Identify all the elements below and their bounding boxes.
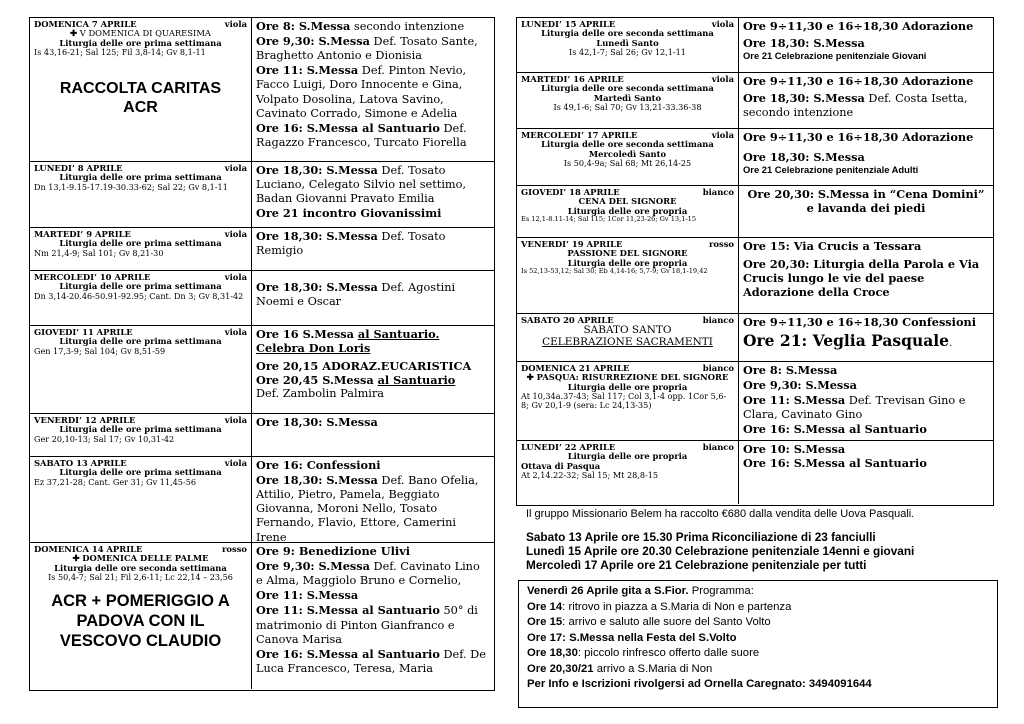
scripture-refs: Is 49,1-6; Sal 70; Gv 13,21-33.36-38 bbox=[553, 102, 702, 113]
trip-item: Ore 14: ritrovo in piazza a S.Maria di Non e partenza bbox=[527, 600, 792, 613]
day-info bbox=[30, 326, 252, 413]
trip-contact: Per Info e Iscrizioni rivolgersi ad Ornella Caregnato: 3494091644 bbox=[527, 678, 872, 691]
event-line: Ore 16: S.Messa al Santuario Def. Ragazzo Francesco, Turcato Fiorella bbox=[256, 120, 467, 149]
special-day: V DOMENICA DI QUARESIMA bbox=[79, 28, 211, 39]
schedule-row-thu-11 bbox=[30, 326, 494, 414]
events-cell bbox=[739, 73, 993, 128]
liturgical-color: viola bbox=[224, 163, 247, 173]
day-info bbox=[517, 129, 739, 185]
event-line: Ore 21 incontro Giovanissimi bbox=[256, 206, 442, 221]
event-line: Ore 16 S.Messa al Santuario. bbox=[256, 327, 440, 341]
trip-title: Venerdì 26 Aprile gita a S.Fior. Programma: bbox=[527, 585, 754, 597]
special-day: DOMENICA DELLE PALME bbox=[82, 553, 209, 564]
trip-item: Ore 20,30/21 arrivo a S.Maria di Non bbox=[527, 662, 713, 675]
day-label: LUNEDI’ 15 APRILE bbox=[521, 19, 616, 29]
event-line: Ore 8: S.Messa secondo intenzione bbox=[256, 19, 465, 33]
trip-item: Ore 15: arrivo e saluto alle suore del Santo Volto bbox=[527, 616, 771, 629]
day-info bbox=[30, 543, 252, 689]
event-line: Ore 9÷11,30 e 16÷18,30 Adorazione bbox=[743, 74, 974, 88]
liturgy-week: Liturgia delle ore prima settimana bbox=[59, 37, 222, 48]
liturgical-color: bianco bbox=[702, 187, 734, 197]
event-line: Ore 8: S.Messa bbox=[743, 363, 838, 377]
event-line: Ore 20,30: Liturgia della Parola e Via Crucis lungo le vie del paese Adorazione della Croce bbox=[743, 257, 980, 300]
notice-line: Lunedì 15 Aprile ore 20.30 Celebrazione penitenziale 14enni e giovani bbox=[526, 544, 915, 558]
day-info bbox=[30, 162, 252, 227]
schedule-row-tue-16 bbox=[517, 73, 993, 129]
events-cell bbox=[252, 414, 494, 456]
day-label: LUNEDI’ 22 APRILE bbox=[521, 442, 616, 452]
event-line: Ore 15: Via Crucis a Tessara bbox=[743, 239, 922, 253]
event-line: Ore 16: S.Messa al Santuario bbox=[743, 422, 927, 437]
day-label: GIOVEDI’ 18 APRILE bbox=[521, 187, 620, 197]
day-name: Mercoledì Santo bbox=[588, 148, 667, 159]
trip-item: Ore 18,30: piccolo rinfresco offerto dalle suore bbox=[527, 647, 760, 660]
scripture-refs: Is 50,4-7; Sal 21; Fil 2,6-11; Lc 22,14 – 23,56 bbox=[48, 572, 233, 583]
day-info bbox=[30, 414, 252, 456]
day-label: MERCOLEDI’ 17 APRILE bbox=[521, 130, 638, 140]
right-schedule-panel bbox=[516, 17, 994, 506]
day-name: CENA DEL SIGNORE bbox=[578, 196, 677, 207]
events-cell bbox=[739, 18, 993, 72]
liturgy-week: Liturgia delle ore seconda settimana bbox=[541, 28, 714, 39]
scripture-refs: Gen 17,3-9; Sal 104; Gv 8,51-59 bbox=[34, 345, 166, 356]
schedule-row-mon-22 bbox=[517, 441, 993, 504]
liturgy-week: Liturgia delle ore seconda settimana bbox=[54, 562, 227, 573]
day-label: VENERDI’ 12 APRILE bbox=[34, 415, 136, 425]
missionary-notice: Il gruppo Missionario Belem ha raccolto €680 dalla vendita delle Uova Pasquali. bbox=[526, 508, 915, 520]
event-line: Ore 11: S.Messa bbox=[256, 588, 359, 603]
left-schedule-panel bbox=[29, 17, 495, 691]
notice-line: Mercoledì 17 Aprile ore 21 Celebrazione penitenziale per tutti bbox=[526, 558, 867, 572]
trip-programme-box bbox=[518, 580, 998, 708]
trip-item: Ore 17: S.Messa nella Festa del S.Volto bbox=[527, 631, 737, 644]
event-line: Ore 20,45 S.Messa al Santuario bbox=[256, 373, 456, 388]
scripture-refs: Is 52,13-53,12; Sal 30; Eb 4,14-16; 5,7-9; Gv 18,1-19,42 bbox=[521, 267, 708, 276]
liturgical-color: viola bbox=[224, 19, 247, 29]
events-cell bbox=[252, 543, 494, 689]
event-line: Ore 10: S.Messa bbox=[743, 442, 846, 456]
day-info bbox=[30, 18, 252, 161]
cross-icon: ✚ bbox=[526, 372, 534, 383]
events-cell bbox=[252, 271, 494, 325]
day-name: Ottava di Pasqua bbox=[521, 460, 601, 471]
events-cell bbox=[252, 18, 494, 161]
liturgy-week: Liturgia delle ore prima settimana bbox=[59, 281, 222, 292]
event-line: Ore 18,30: S.Messa Def. Agostini Noemi e Oscar bbox=[256, 280, 456, 309]
day-name: PASSIONE DEL SIGNORE bbox=[567, 248, 688, 259]
day-label: DOMENICA 21 APRILE bbox=[521, 363, 630, 373]
special-day: PASQUA: RISURREZIONE DEL SIGNORE bbox=[536, 372, 729, 383]
event-line: Ore 18,30: S.Messa bbox=[256, 415, 378, 429]
event-line: Ore 9÷11,30 e 16÷18,30 Confessioni bbox=[743, 315, 976, 329]
schedule-row-sun-14 bbox=[30, 543, 494, 689]
day-info bbox=[517, 441, 739, 504]
event-line: Ore 9,30: S.Messa Def. Tosato Sante, Braghetto Antonio e Dionisia bbox=[256, 34, 478, 63]
liturgy-week: Liturgia delle ore prima settimana bbox=[59, 424, 222, 435]
day-info bbox=[30, 457, 252, 542]
event-line: Ore 18,30: S.Messa Def. Bano Ofelia, Attilio, Pietro, Pamela, Beggiato Giovanna, Moroni Nello, Tosato Fernando, Flavio, Ettore, Camerini Irene bbox=[256, 473, 479, 542]
schedule-row-wed-17 bbox=[517, 129, 993, 186]
liturgical-color: bianco bbox=[702, 315, 734, 325]
liturgy-week: Liturgia delle ore propria bbox=[567, 257, 688, 268]
day-label: DOMENICA 14 APRILE bbox=[34, 544, 143, 554]
scripture-refs: Dn 13,1-9.15-17.19-30.33-62; Sal 22; Gv 8,1-11 bbox=[34, 181, 228, 192]
scripture-refs: Dn 3,14-20.46-50.91-92.95; Cant. Dn 3; Gv 8,31-42 bbox=[34, 290, 244, 301]
liturgical-color: bianco bbox=[702, 442, 734, 452]
liturgical-color: rosso bbox=[708, 239, 734, 249]
cross-icon: ✚ bbox=[70, 28, 78, 39]
day-label: MARTEDI’ 16 APRILE bbox=[521, 74, 624, 84]
schedule-row-fri-12 bbox=[30, 414, 494, 457]
events-cell bbox=[739, 186, 993, 237]
event-line: Ore 11: S.Messa Def. Trevisan Gino e Clara, Cavinato Gino bbox=[743, 393, 966, 422]
schedule-row-fri-19 bbox=[517, 238, 993, 314]
event-line: Ore 18,30: S.Messa Def. Tosato Remigio bbox=[256, 229, 446, 258]
day-subtitle: CELEBRAZIONE SACRAMENTI bbox=[542, 336, 713, 349]
schedule-row-sat-13 bbox=[30, 457, 494, 543]
day-info bbox=[30, 228, 252, 270]
scripture-refs: Es 12,1-8.11-14; Sal 115; 1Cor 11,23-26; Gv 13,1-15 bbox=[521, 215, 697, 224]
liturgical-color: rosso bbox=[221, 544, 247, 554]
event-line: Ore 18,30: S.Messa Def. Tosato Luciano, Celegato Silvio nel settimo, Badan Giovanni Pravato Emilia bbox=[256, 163, 467, 206]
day-info bbox=[517, 73, 739, 128]
liturgical-color: viola bbox=[224, 458, 247, 468]
event-line: Ore 20,30: S.Messa in “Cena Domini” e lavanda dei piedi bbox=[747, 187, 985, 216]
event-line: Ore 9÷11,30 e 16÷18,30 Adorazione bbox=[743, 130, 974, 144]
event-line: Ore 20,15 ADORAZ.EUCARISTICA bbox=[256, 359, 472, 374]
schedule-row-sat-20 bbox=[517, 314, 993, 362]
announcement-banner: RACCOLTA CARITAS ACR bbox=[59, 80, 222, 117]
scripture-refs: Ez 37,21-28; Cant. Ger 31; Gv 11,45-56 bbox=[34, 476, 196, 487]
liturgy-week: Liturgia delle ore seconda settimana bbox=[541, 139, 714, 150]
events-cell bbox=[252, 162, 494, 227]
events-cell bbox=[739, 238, 993, 313]
liturgical-color: bianco bbox=[702, 363, 734, 373]
events-cell bbox=[739, 441, 993, 504]
day-label: GIOVEDI’ 11 APRILE bbox=[34, 327, 133, 337]
day-label: MERCOLEDI’ 10 APRILE bbox=[34, 272, 151, 282]
liturgical-color: viola bbox=[711, 130, 734, 140]
schedule-row-mon-15 bbox=[517, 18, 993, 73]
event-line: Ore 18,30: S.Messa bbox=[743, 150, 865, 165]
schedule-row-thu-18 bbox=[517, 186, 993, 238]
schedule-row-tue-9 bbox=[30, 228, 494, 271]
day-info bbox=[517, 314, 739, 361]
liturgy-week: Liturgia delle ore propria bbox=[567, 451, 688, 462]
scripture-refs: Is 50,4-9a; Sal 68; Mt 26,14-25 bbox=[563, 158, 692, 169]
events-cell bbox=[252, 457, 494, 542]
liturgy-week: Liturgia delle ore propria bbox=[567, 205, 688, 216]
day-label: LUNEDI’ 8 APRILE bbox=[34, 163, 123, 173]
event-line: Ore 11: S.Messa Def. Pinton Nevio, Facco Luigi, Doro Innocente e Gina, Volpato Dosolina, Latova Savino, Cavinato Corrado, Simone e Adelia bbox=[256, 63, 467, 120]
cross-icon: ✚ bbox=[72, 553, 80, 564]
liturgy-week: Liturgia delle ore prima settimana bbox=[59, 172, 222, 183]
liturgical-color: viola bbox=[711, 74, 734, 84]
scripture-refs: At 10,34a.37-43; Sal 117; Col 3,1-4 opp. 1Cor 5,6-8; Gv 20,1-9 (sera: Lc 24,13-35) bbox=[521, 391, 727, 411]
day-info bbox=[30, 271, 252, 325]
liturgy-week: Liturgia delle ore seconda settimana bbox=[541, 83, 714, 94]
event-note: Ore 21 Celebrazione penitenziale Giovani bbox=[743, 50, 927, 62]
liturgical-color: viola bbox=[224, 415, 247, 425]
schedule-row-sun-21 bbox=[517, 362, 993, 441]
scripture-refs: At 2,14.22-32; Sal 15; Mt 28,8-15 bbox=[521, 470, 659, 481]
day-name: Lunedì Santo bbox=[596, 37, 659, 48]
day-info bbox=[517, 186, 739, 237]
event-line: Ore 18,30: S.Messa Def. Costa Isetta, secondo intenzione bbox=[743, 91, 968, 120]
event-note: Ore 21 Celebrazione penitenziale Adulti bbox=[743, 164, 919, 176]
day-info bbox=[517, 362, 739, 440]
notice-line: Sabato 13 Aprile ore 15.30 Prima Riconciliazione di 23 fanciulli bbox=[526, 530, 876, 544]
day-label: SABATO 20 APRILE bbox=[521, 315, 614, 325]
event-line: Ore 9÷11,30 e 16÷18,30 Adorazione bbox=[743, 19, 974, 33]
schedule-row-sun-7 bbox=[30, 18, 494, 162]
scripture-refs: Is 43,16-21; Sal 125; Fil 3,8-14; Gv 8,1-11 bbox=[34, 47, 206, 58]
events-cell bbox=[252, 326, 494, 413]
day-label: DOMENICA 7 APRILE bbox=[34, 19, 137, 29]
event-line: Ore 11: S.Messa al Santuario 50° di matrimonio di Pinton Gianfranco e Canova Marisa bbox=[256, 603, 478, 646]
liturgical-color: viola bbox=[224, 229, 247, 239]
event-line: Ore 16: S.Messa al Santuario bbox=[743, 456, 927, 471]
liturgical-color: viola bbox=[711, 19, 734, 29]
day-info bbox=[517, 18, 739, 72]
notices-block bbox=[518, 508, 998, 572]
announcement-banner: ACR + POMERIGGIO A PADOVA CON IL VESCOVO CLAUDIO bbox=[51, 592, 230, 650]
liturgy-week: Liturgia delle ore prima settimana bbox=[59, 467, 222, 478]
day-name: Martedì Santo bbox=[593, 92, 662, 103]
scripture-refs: Ger 20,10-13; Sal 17; Gv 10,31-42 bbox=[34, 433, 175, 444]
event-line: Ore 16: S.Messa al Santuario Def. De Luca Francesco, Teresa, Maria bbox=[256, 646, 486, 675]
liturgy-week: Liturgia delle ore prima settimana bbox=[59, 238, 222, 249]
day-label: SABATO 13 APRILE bbox=[34, 458, 127, 468]
event-line: Def. Zambolin Palmira bbox=[256, 387, 385, 401]
day-name: SABATO SANTO bbox=[583, 324, 672, 337]
liturgy-week: Liturgia delle ore prima settimana bbox=[59, 336, 222, 347]
events-cell bbox=[739, 129, 993, 185]
day-info bbox=[517, 238, 739, 313]
liturgy-week: Liturgia delle ore propria bbox=[567, 381, 688, 392]
event-line: Ore 21: Veglia Pasquale. bbox=[743, 331, 953, 351]
liturgical-color: viola bbox=[224, 272, 247, 282]
event-line: Ore 9,30: S.Messa Def. Cavinato Lino e Alma, Maggiolo Bruno e Cornelio, bbox=[256, 559, 480, 588]
day-label: MARTEDI’ 9 APRILE bbox=[34, 229, 131, 239]
scripture-refs: Is 42,1-7; Sal 26; Gv 12,1-11 bbox=[569, 47, 686, 58]
event-line: Ore 9: Benedizione Ulivi bbox=[256, 544, 411, 558]
schedule-row-wed-10 bbox=[30, 271, 494, 326]
schedule-row-mon-8 bbox=[30, 162, 494, 228]
events-cell bbox=[739, 314, 993, 361]
day-label: VENERDI’ 19 APRILE bbox=[521, 239, 623, 249]
event-line: Ore 18,30: S.Messa bbox=[743, 36, 865, 51]
event-line: Ore 9,30: S.Messa bbox=[743, 378, 857, 393]
liturgical-color: viola bbox=[224, 327, 247, 337]
events-cell bbox=[739, 362, 993, 440]
scripture-refs: Nm 21,4-9; Sal 101; Gv 8,21-30 bbox=[34, 247, 164, 258]
event-line: Ore 16: Confessioni bbox=[256, 458, 381, 472]
events-cell bbox=[252, 228, 494, 270]
event-line: Celebra Don Loris bbox=[256, 341, 371, 356]
